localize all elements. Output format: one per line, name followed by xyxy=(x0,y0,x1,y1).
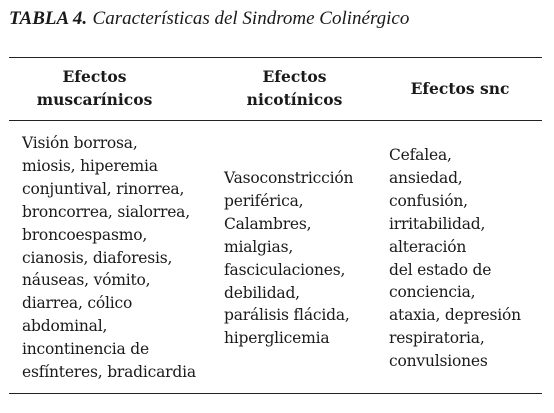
cell-cns-effects xyxy=(389,144,521,373)
header-rule xyxy=(9,120,542,121)
header-cns-effects xyxy=(390,77,530,100)
cell-line: diarrea, cólico xyxy=(22,294,133,313)
bottom-rule xyxy=(9,393,542,394)
cell-line: abdominal, xyxy=(22,317,108,336)
cell-line: broncorrea, sialorrea, xyxy=(22,202,190,221)
cell-line: Cefalea, xyxy=(389,146,452,164)
table-number: TABLA 4. xyxy=(9,8,88,29)
cell-line: confusión, xyxy=(389,191,468,210)
header-line: Efectos xyxy=(62,67,127,86)
cell-line: debilidad, xyxy=(224,283,300,302)
cell-line: cianosis, diaforesis, xyxy=(22,248,173,267)
cell-line: Calambres, xyxy=(224,214,312,233)
cell-line: fasciculaciones, xyxy=(224,260,346,279)
cell-line: parálisis flácida, xyxy=(224,306,350,325)
header-nicotinic-effects xyxy=(212,65,377,111)
cell-line: convulsiones xyxy=(389,352,488,371)
header-line: Efectos snc xyxy=(410,79,510,98)
cell-line: conciencia, xyxy=(389,283,476,302)
table-caption xyxy=(9,8,409,30)
cell-line: broncoespasmo, xyxy=(22,225,148,244)
cell-line: mialgias, xyxy=(224,237,294,256)
cell-line: irritabilidad, xyxy=(389,214,486,233)
cell-line: respiratoria, xyxy=(389,329,485,348)
header-line: Efectos xyxy=(262,67,327,86)
top-rule xyxy=(9,57,542,58)
cell-line: conjuntival, rinorrea, xyxy=(22,179,185,198)
cell-line: Vasoconstricción xyxy=(224,169,354,187)
header-line: nicotínicos xyxy=(246,90,343,109)
cell-line: Visión borrosa, xyxy=(22,134,138,152)
cell-line: incontinencia de xyxy=(22,340,149,359)
cell-line: esfínteres, bradicardia xyxy=(22,363,196,382)
cell-line: ataxia, depresión xyxy=(389,306,521,325)
table-title: Características del Sindrome Colinérgico xyxy=(92,8,410,29)
cell-line: del estado de xyxy=(389,260,492,279)
cell-line: periférica, xyxy=(224,191,304,210)
cell-line: alteración xyxy=(389,237,467,256)
header-line: muscarínicos xyxy=(36,90,153,109)
cell-line: miosis, hiperemia xyxy=(22,156,158,175)
cell-line: ansiedad, xyxy=(389,168,463,187)
cell-muscarinic-effects xyxy=(22,132,196,384)
cell-nicotinic-effects xyxy=(224,167,353,350)
cell-line: náuseas, vómito, xyxy=(22,271,151,290)
header-muscarinic-effects xyxy=(12,65,177,111)
cell-line: hiperglicemia xyxy=(224,329,330,348)
